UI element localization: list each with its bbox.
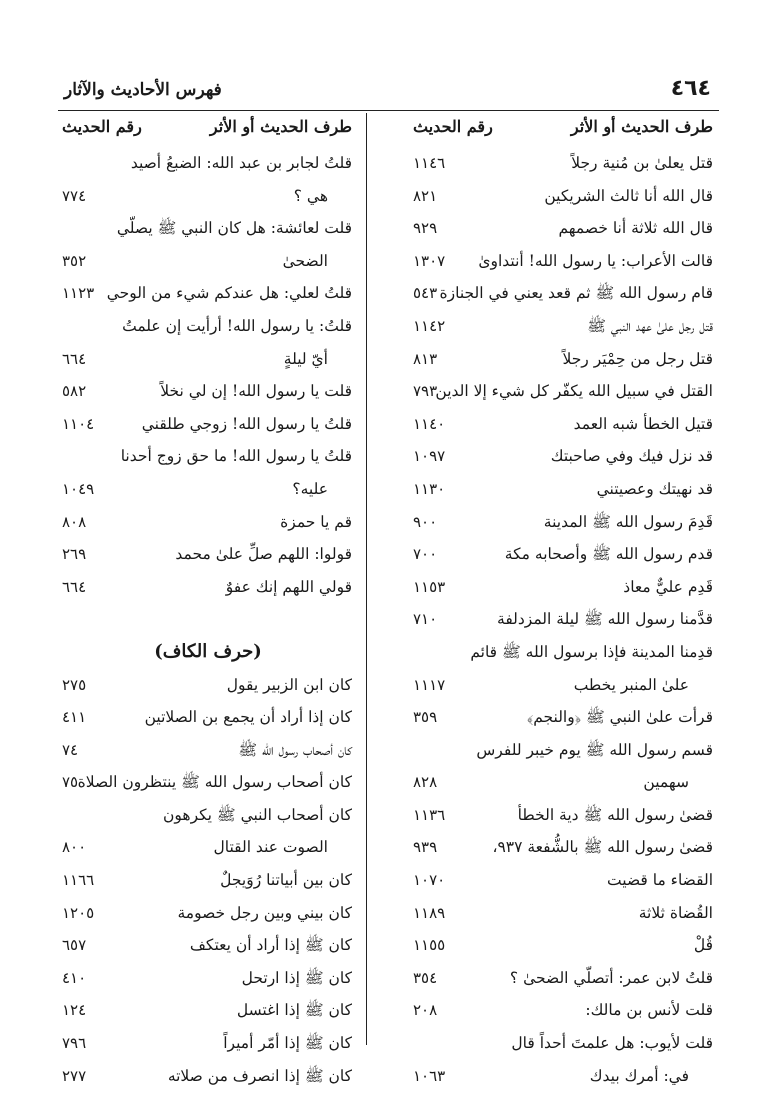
hadith-number: ٣٥٤ [413, 968, 438, 987]
entry-text: قولي اللهم إنك عفوٌ [225, 577, 352, 596]
entry-text: قدم رسول الله ﷺ وأصحابه مكة [504, 545, 713, 564]
hadith-number: ٧٩٦ [62, 1034, 87, 1053]
hadith-number: ١١٣٠ [413, 479, 446, 498]
index-entry [409, 831, 719, 864]
index-entry [409, 375, 719, 408]
hadith-number: ٨١٣ [413, 349, 438, 368]
entry-text: قلت لأيوب: هل علمتَ أحداً قال [511, 1034, 713, 1053]
index-entry [409, 701, 719, 734]
section-heading [58, 636, 358, 669]
index-entry [58, 440, 358, 473]
index-entry [409, 343, 719, 376]
hadith-number: ٢٧٧ [62, 1066, 87, 1085]
hadith-number: ١٠٤٩ [62, 479, 95, 498]
hadith-number: ٥٤٣ [413, 284, 438, 303]
entry-text: قسم رسول الله ﷺ يوم خيبر للفرس [476, 740, 713, 759]
index-entry [409, 962, 719, 995]
index-entry [58, 701, 358, 734]
hadith-number: ٨٢٨ [413, 773, 438, 792]
entry-text: الصوت عند القتال [213, 838, 328, 857]
hadith-number: ٣٥٢ [62, 251, 87, 270]
hadith-number: ٢٠٨ [413, 1001, 438, 1020]
entry-text: قرأت علىٰ النبي ﷺ ﴿والنجم﴾ [526, 708, 713, 727]
index-entry [58, 180, 358, 213]
index-entry [409, 180, 719, 213]
entry-text: القضاء ما قضيت [607, 871, 713, 890]
right-head-text: طرف الحديث أو الأثر [570, 117, 713, 136]
index-entry [409, 669, 719, 702]
left-head-text: طرف الحديث أو الأثر [209, 117, 352, 136]
entry-text: قلت لأنس بن مالك: [585, 1001, 713, 1020]
hadith-number: ٧١٠ [413, 610, 438, 629]
entry-text: قلت يا رسول الله! إن لي نخلاً [160, 382, 352, 401]
index-entry [58, 375, 358, 408]
entry-text: قد نهيتك وعصيتني [596, 479, 713, 498]
hadith-number: ٢٧٥ [62, 675, 87, 694]
entry-text: قلتُ يا رسول الله! زوجي طلقني [141, 414, 352, 433]
index-entry [58, 147, 358, 180]
index-entry [58, 571, 358, 604]
index-entry [409, 408, 719, 441]
entry-text: كان ابن الزبير يقول [226, 675, 352, 694]
right-column-header [409, 117, 719, 147]
entry-text: كان ﷺ إذا ارتحل [241, 968, 352, 987]
hadith-number: ٦٦٤ [62, 577, 87, 596]
hadith-number: ١٠٧٠ [413, 871, 446, 890]
entry-text: قم يا حمزة [280, 512, 352, 531]
entry-text: قلتُ لابن عمر: أتصلّي الضحىٰ ؟ [509, 968, 713, 987]
hadith-number: ١١٥٣ [413, 577, 446, 596]
hadith-number: ٩٣٩ [413, 838, 438, 857]
right-index-column [409, 147, 719, 1092]
index-entry [409, 473, 719, 506]
header-rule [58, 110, 719, 111]
index-entry [409, 147, 719, 180]
hadith-number: ٩٢٩ [413, 219, 438, 238]
index-entry [409, 929, 719, 962]
index-entry [58, 506, 358, 539]
index-entry [58, 897, 358, 930]
entry-text: القتل في سبيل الله يكفّر كل شيء إلا الدين [435, 382, 713, 401]
hadith-number: ١١٦٦ [62, 871, 95, 890]
index-entry [58, 538, 358, 571]
index-entry [58, 310, 358, 343]
entry-text: كان بين أبياتنا رُوَيجلٌ [220, 871, 352, 890]
index-entry [58, 245, 358, 278]
entry-text: قَدِمَ رسول الله ﷺ المدينة [543, 512, 713, 531]
index-entry [58, 766, 358, 799]
index-entry [409, 734, 719, 767]
hadith-number: ١١٠٤ [62, 414, 95, 433]
index-entry [409, 277, 719, 310]
hadith-number: ١٢٠٥ [62, 903, 95, 922]
hadith-number: ١١٤٢ [413, 316, 446, 335]
hadith-number: ٤١١ [62, 708, 87, 727]
hadith-number: ٦٦٤ [62, 349, 87, 368]
index-entry [58, 799, 358, 832]
index-entry [58, 929, 358, 962]
index-entry [58, 1027, 358, 1060]
entry-text: قضىٰ رسول الله ﷺ بالشُّفعة ٩٣٧، [492, 838, 713, 857]
left-column-header [58, 117, 358, 147]
index-entry [58, 473, 358, 506]
entry-text: قال الله أنا ثالث الشريكين [544, 186, 713, 205]
entry-text: قد نزل فيك وفي صاحبتك [550, 447, 713, 466]
index-entry [58, 277, 358, 310]
page-header [58, 74, 719, 108]
hadith-number: ٧٧٤ [62, 186, 87, 205]
entry-text: قتل يعلىٰ بن مُنية رجلاً [571, 154, 713, 172]
entry-text: علىٰ المنبر يخطب [573, 675, 689, 694]
entry-text: كان أصحاب رسول الله ﷺ ينتظرون الصلاة [77, 773, 352, 792]
index-entry [58, 1060, 358, 1093]
entry-text: قالت الأعراب: يا رسول الله! أنتداوىٰ [478, 251, 713, 270]
entry-text: كان أصحاب النبي ﷺ يكرهون [163, 805, 352, 824]
page-number: ٤٦٤ [670, 76, 711, 101]
hadith-number: ٨٠٨ [62, 512, 87, 531]
index-entry [58, 408, 358, 441]
entry-text: كان بيني وبين رجل خصومة [177, 903, 352, 922]
index-entry [409, 245, 719, 278]
hadith-number: ١٢٤ [62, 1001, 87, 1020]
hadith-number: ٨٠٠ [62, 838, 87, 857]
hadith-number: ٧٠٠ [413, 545, 438, 564]
left-head-num: رقم الحديث [62, 117, 142, 136]
entry-text: قولوا: اللهم صلِّ علىٰ محمد [175, 545, 352, 564]
entry-text: (حرف الكاف) [154, 640, 262, 662]
index-entry [58, 962, 358, 995]
index-entry [409, 799, 719, 832]
hadith-number: ١١١٧ [413, 675, 446, 694]
left-index-column [58, 147, 358, 1092]
right-head-num: رقم الحديث [413, 117, 493, 136]
entry-text: كان ﷺ إذا انصرف من صلاته [167, 1066, 352, 1085]
hadith-number: ٧٤ [62, 740, 79, 759]
index-entry [409, 864, 719, 897]
entry-text: كان ﷺ إذا اغتسل [236, 1001, 352, 1020]
hadith-number: ١١٤٠ [413, 414, 446, 433]
entry-text: قَدِم عليٌّ معاذ [623, 577, 713, 596]
entry-text: قلتُ: يا رسول الله! أرأيت إن علمتُ [122, 316, 352, 335]
entry-text: في: أمرك بيدك [589, 1066, 689, 1085]
entry-text: قلتُ لعلي: هل عندكم شيء من الوحي [106, 284, 352, 303]
entry-text: عليه؟ [292, 479, 328, 498]
entry-text: القُضاة ثلاثة [638, 903, 713, 922]
hadith-number: ١١٣٦ [413, 805, 446, 824]
entry-text: هي ؟ [293, 186, 328, 205]
index-entry [58, 864, 358, 897]
hadith-number: ٥٨٢ [62, 382, 87, 401]
hadith-number: ١٣٠٧ [413, 251, 446, 270]
index-entry [409, 994, 719, 1027]
index-entry [409, 440, 719, 473]
index-entry [409, 506, 719, 539]
hadith-number: ١١٨٩ [413, 903, 446, 922]
entry-text: قتل رجل من حِمْيَر رجلاً [562, 349, 713, 368]
hadith-number: ٢٦٩ [62, 545, 87, 564]
hadith-number: ٣٥٩ [413, 708, 438, 727]
index-entry [409, 636, 719, 669]
entry-text: قام رسول الله ﷺ ثم قعد يعني في الجنازة [439, 284, 713, 303]
index-entry [58, 994, 358, 1027]
entry-text: قلتُ لجابر بن عبد الله: الضبعُ أصيد [130, 154, 352, 172]
index-entry [409, 1060, 719, 1093]
index-entry [58, 603, 358, 636]
hadith-number: ١١٢٣ [62, 284, 95, 303]
entry-text: كان ﷺ إذا أراد أن يعتكف [189, 936, 352, 955]
index-entry [58, 212, 358, 245]
entry-text: كان إذا أراد أن يجمع بن الصلاتين [144, 708, 352, 727]
column-divider [366, 113, 367, 1045]
index-entry [58, 831, 358, 864]
running-title: فهرس الأحاديث والآثار [64, 80, 222, 100]
index-entry [409, 538, 719, 571]
hadith-number: ٧٥ [62, 773, 79, 792]
index-entry [409, 766, 719, 799]
entry-text: قال الله ثلاثة أنا خصمهم [558, 219, 713, 238]
entry-text: أيّ ليلةٍ [283, 349, 328, 368]
index-entry [58, 343, 358, 376]
hadith-number: ٧٩٣ [413, 382, 438, 401]
hadith-number: ٨٢١ [413, 186, 438, 205]
entry-text: قتيل الخطأ شبه العمد [573, 414, 713, 433]
entry-text: قدِمنا المدينة فإذا برسول الله ﷺ قائم [470, 642, 713, 661]
entry-text: قتل رجل علىٰ عهد النبي ﷺ [587, 316, 713, 335]
index-entry [58, 669, 358, 702]
hadith-number: ١١٥٥ [413, 936, 446, 955]
index-entry [409, 603, 719, 636]
entry-text: سهمين [643, 773, 689, 792]
entry-text: الضحىٰ [282, 251, 328, 270]
hadith-number: ٦٥٧ [62, 936, 87, 955]
entry-text: قدَّمنا رسول الله ﷺ ليلة المزدلفة [497, 610, 713, 629]
entry-text: قلتُ يا رسول الله! ما حق زوج أحدنا [120, 447, 352, 466]
entry-text: قضىٰ رسول الله ﷺ دية الخطأ [517, 805, 713, 824]
entry-text: كان أصحاب رسول الله ﷺ [238, 740, 352, 759]
hadith-number: ١١٤٦ [413, 154, 446, 172]
hadith-number: ١٠٩٧ [413, 447, 446, 466]
index-entry [409, 1027, 719, 1060]
index-entry [409, 897, 719, 930]
hadith-number: ١٠٦٣ [413, 1066, 446, 1085]
index-entry [409, 212, 719, 245]
entry-text: قلت لعائشة: هل كان النبي ﷺ يصلّي [116, 219, 352, 238]
hadith-number: ٤١٠ [62, 968, 87, 987]
entry-text: كان ﷺ إذا أمّر أميراً [223, 1034, 352, 1053]
entry-text: قُلْ [693, 936, 713, 955]
hadith-number: ٩٠٠ [413, 512, 438, 531]
index-entry [409, 571, 719, 604]
index-entry [409, 310, 719, 343]
index-entry [58, 734, 358, 767]
